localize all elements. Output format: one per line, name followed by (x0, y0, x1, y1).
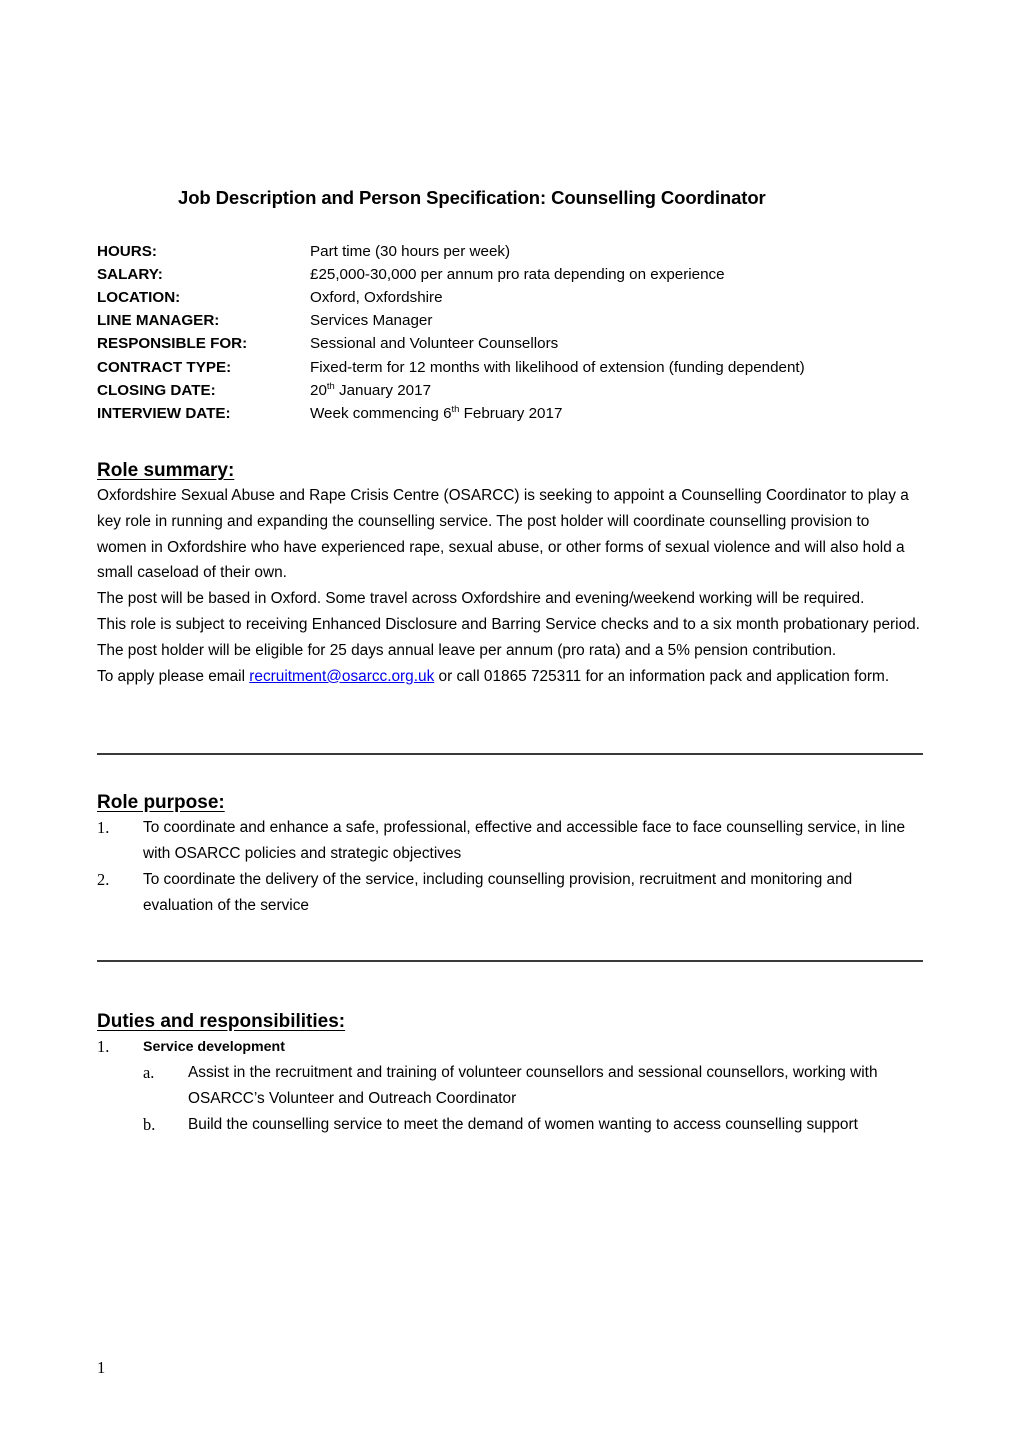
interview-date-ordinal: th (451, 403, 460, 415)
section-heading-role-purpose: Role purpose: (97, 792, 225, 814)
closing-date-ordinal: th (326, 379, 335, 391)
detail-row (97, 356, 923, 379)
list-item-text: Build the counselling service to meet the demand of women wanting to access counselling support (188, 1115, 858, 1133)
list-item (143, 1112, 923, 1138)
document-body (97, 186, 923, 1138)
list-item (97, 867, 923, 919)
detail-label-hours: HOURS: (97, 242, 157, 260)
detail-value-location: Oxford, Oxfordshire (310, 289, 443, 307)
closing-date-month-year: January 2017 (334, 381, 432, 399)
detail-value-line-manager: Services Manager (310, 312, 433, 330)
detail-label-line-manager: LINE MANAGER: (97, 312, 220, 330)
recruitment-email-link[interactable]: recruitment@osarcc.org.uk (249, 667, 435, 685)
detail-row (97, 286, 923, 309)
list-marker: 1. (97, 1037, 110, 1057)
apply-text-before: To apply please email (97, 667, 250, 685)
closing-date-day: 20 (310, 381, 327, 399)
detail-row (97, 332, 923, 355)
duty-sub-list (143, 1060, 923, 1137)
role-summary-paragraph-1: Oxfordshire Sexual Abuse and Rape Crisis Centre (OSARCC) is seeking to appoint a Counselling Coordinator to play a key role in running and expanding the counselling service. The post holder will coordinate counselling provision to women in Oxfordshire who have experienced rape, sexual abuse, or other forms of sexual violence and will also hold a small caseload of their own. (97, 487, 909, 582)
list-marker: b. (143, 1114, 156, 1134)
detail-value-closing-date (310, 379, 923, 402)
detail-value-interview-date (310, 402, 923, 425)
role-summary-paragraph-2: The post will be based in Oxford. Some travel across Oxfordshire and evening/weekend working will be required. (97, 590, 865, 608)
detail-label-salary: SALARY: (97, 265, 163, 283)
list-item (97, 1034, 923, 1137)
detail-label-location: LOCATION: (97, 289, 181, 307)
apply-paragraph (97, 664, 923, 690)
detail-label-closing-date: CLOSING DATE: (97, 381, 216, 399)
job-details-block (97, 240, 923, 426)
duty-group-title: Service development (143, 1039, 285, 1056)
list-marker: a. (143, 1063, 155, 1083)
list-item-text: To coordinate and enhance a safe, professional, effective and accessible face to face counselling service, in line with OSARCC policies and strategic objectives (143, 819, 906, 862)
page-number: 1 (97, 1358, 106, 1377)
detail-row (97, 379, 923, 402)
interview-date-month-year: February 2017 (459, 405, 563, 423)
interview-date-day: Week commencing 6 (310, 405, 452, 423)
detail-value-hours: Part time (30 hours per week) (310, 242, 511, 260)
duties-list (97, 1034, 923, 1137)
detail-row (97, 402, 923, 425)
detail-label-contract-type: CONTRACT TYPE: (97, 358, 232, 376)
detail-label-responsible-for: RESPONSIBLE FOR: (97, 335, 248, 353)
detail-row (97, 240, 923, 263)
section-heading-duties: Duties and responsibilities: (97, 1011, 346, 1033)
list-item-text: To coordinate the delivery of the service, including counselling provision, recruitment and monitoring and evaluation of the service (143, 870, 853, 914)
detail-label-interview-date: INTERVIEW DATE: (97, 405, 231, 423)
list-item (97, 815, 923, 867)
page-title: Job Description and Person Specification: Counselling Coordinator (178, 187, 766, 208)
apply-text-after: or call 01865 725311 for an information pack and application form. (434, 667, 890, 685)
detail-row (97, 309, 923, 332)
role-summary-paragraph-3: This role is subject to receiving Enhanced Disclosure and Barring Service checks and to a six month probationary period. (97, 616, 920, 634)
section-divider-1 (97, 753, 923, 755)
role-purpose-list (97, 815, 923, 918)
role-summary-paragraph-4: The post holder will be eligible for 25 days annual leave per annum (pro rata) and a 5% pension contribution. (97, 641, 837, 659)
detail-row (97, 263, 923, 286)
list-item-text: Assist in the recruitment and training of volunteer counsellors and sessional counsellors, working with OSARCC’s Volunteer and Outreach Coordinator (188, 1064, 878, 1107)
section-divider-2 (97, 960, 923, 962)
detail-value-responsible-for: Sessional and Volunteer Counsellors (310, 335, 559, 353)
section-heading-role-summary: Role summary: (97, 460, 235, 482)
list-marker: 2. (97, 869, 110, 889)
detail-value-contract-type: Fixed-term for 12 months with likelihood of extension (funding dependent) (310, 358, 805, 376)
list-marker: 1. (97, 818, 110, 838)
list-item (143, 1060, 923, 1112)
detail-value-salary: £25,000-30,000 per annum pro rata depending on experience (310, 265, 725, 283)
